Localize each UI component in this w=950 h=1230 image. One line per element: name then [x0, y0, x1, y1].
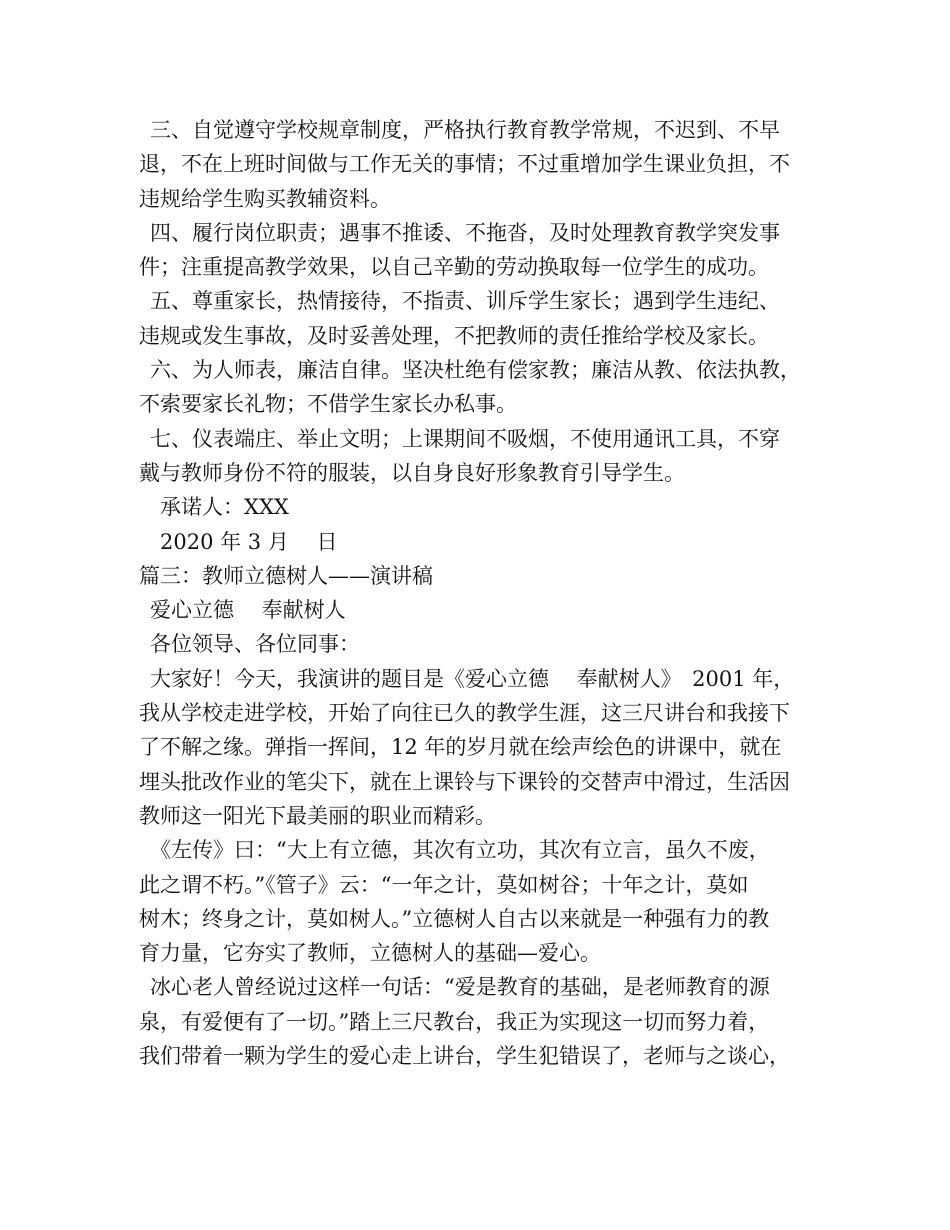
text-line: 教师这一阳光下最美丽的职业而精彩。 [139, 803, 496, 828]
text-line: 2020 年 3 月 日 [160, 529, 338, 554]
text-line: 件；注重提高教学效果，以自己辛勤的劳动换取每一位学生的成功。 [139, 255, 769, 280]
text-line: 育力量，它夯实了教师，立德树人的基础—爱心。 [139, 941, 601, 966]
text-line: 六、为人师表，廉洁自律。坚决杜绝有偿家教；廉洁从教、依法执教， [150, 358, 801, 383]
text-line: 各位领导、各位同事： [150, 632, 360, 657]
text-line: 不索要家长礼物；不借学生家长办私事。 [139, 392, 517, 417]
text-line: 《左传》曰：“大上有立德，其次有立功，其次有立言，虽久不废， [150, 838, 770, 863]
text-line: 爱心立德 奉献树人 [150, 598, 346, 623]
text-line: 篇三：教师立德树人——演讲稿 [139, 563, 433, 588]
text-line: 违规或发生事故，及时妥善处理，不把教师的责任推给学校及家长。 [139, 323, 769, 348]
text-line: 树木；终身之计，莫如树人。”立德树人自古以来就是一种强有力的教 [139, 906, 770, 931]
text-line: 七、仪表端庄、举止文明；上课期间不吸烟，不使用通讯工具，不穿 [150, 426, 780, 451]
text-line: 四、履行岗位职责；遇事不推诿、不拖沓，及时处理教育教学突发事 [150, 220, 780, 245]
text-line: 我们带着一颗为学生的爱心走上讲台，学生犯错误了，老师与之谈心， [139, 1044, 790, 1069]
text-line: 我从学校走进学校，开始了向往已久的教学生涯，这三尺讲台和我接下 [139, 701, 790, 726]
text-line: 大家好！今天，我演讲的题目是《爱心立德 奉献树人》 2001 年， [150, 666, 795, 691]
text-line: 违规给学生购买教辅资料。 [139, 186, 391, 211]
text-line: 三、自觉遵守学校规章制度，严格执行教育教学常规，不迟到、不早 [150, 118, 780, 142]
text-line: 泉，有爱便有了一切。”踏上三尺教台，我正为实现这一切而努力着， [139, 1009, 770, 1034]
text-line: 戴与教师身份不符的服装，以自身良好形象教育引导学生。 [139, 460, 685, 485]
text-line: 五、尊重家长，热情接待，不指责、训斥学生家长；遇到学生违纪、 [150, 289, 780, 314]
text-line: 冰心老人曾经说过这样一句话：“爱是教育的基础，是老师教育的源 [150, 975, 770, 1000]
text-line: 承诺人：XXX [160, 495, 289, 520]
document-body [139, 113, 819, 1073]
text-line: 了不解之缘。弹指一挥间，12 年的岁月就在绘声绘色的讲课中，就在 [139, 735, 782, 760]
text-line: 埋头批改作业的笔尖下，就在上课铃与下课铃的交替声中滑过，生活因 [139, 769, 790, 794]
text-line: 退，不在上班时间做与工作无关的事情；不过重增加学生课业负担，不 [139, 152, 790, 177]
text-line: 此之谓不朽。”《管子》云：“一年之计，莫如树谷；十年之计，莫如 [139, 872, 749, 897]
